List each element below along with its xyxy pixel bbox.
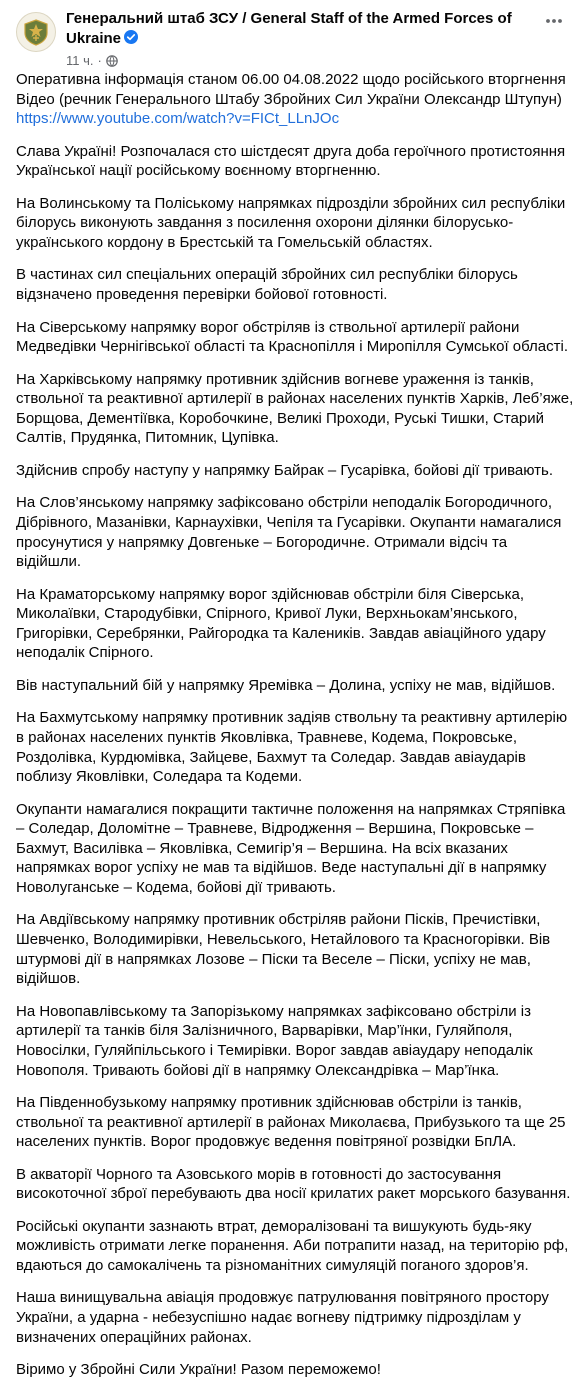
armed-forces-emblem-icon bbox=[22, 18, 50, 46]
post-paragraph: В акваторії Чорного та Азовського морів в готовності до застосування високоточної зброї перебувають два носії крилатих ракет морського базування. bbox=[16, 1165, 571, 1203]
post-intro bbox=[16, 70, 576, 129]
post-paragraph: На Південнобузькому напрямку противник здійснював обстріли із танків, ствольної та реактивної артилерії в районах Миколаєва, Прибузького та ще 25 населених пунктів. Ворог продовжує ведення повітряної розвідки БпЛА. bbox=[16, 1094, 566, 1151]
post-paragraph: В частинах сил спеціальних операцій збройних сил республіки білорусь відзначено проведення перевірки бойової готовності. bbox=[16, 266, 518, 304]
video-link[interactable]: https://www.youtube.com/watch?v=FICt_LLnJOc bbox=[16, 110, 340, 128]
intro-line-1: Оперативна інформація станом 06.00 04.08.2022 щодо російського вторгнення bbox=[16, 71, 566, 88]
post-timestamp[interactable]: 11 ч. bbox=[66, 53, 94, 68]
post-paragraph: На Новопавлівському та Запорізькому напрямках зафіксовано обстріли із артилерії та танків біля Залізничного, Варварівки, Мар’їнки, Гуляйполя, Новосілки, Гуляйпільського і Темирівки. Ворог завдав авіаудару неподалік Новополя. Тривають бойові дії в напрямку Олександрівка – Мар’їнка. bbox=[16, 1002, 533, 1079]
post-paragraph: На Харківському напрямку противник здійснив вогневе ураження із танків, ствольної та реактивної артилерії в районах населених пунктів Харків, Леб’яже, Борщова, Дементіївка, Коробочкине, Великі Проходи, Руські Тишки, Старий Салтів, Прудянка, Питомник, Цупівка. bbox=[16, 370, 574, 447]
post-paragraph: На Авдіївському напрямку противник обстріляв райони Пісків, Пречистівки, Шевченко, Володимирівки, Невельського, Нетайлового та Красногорівки. Вів штурмові дії в напрямках Лозове – Піски та Веселе – Піски, успіху не мав, відійшов. bbox=[16, 911, 551, 988]
verified-badge-icon bbox=[124, 30, 138, 44]
post-paragraph: Слава Україні! Розпочалася сто шістдесят друга доба героїчного протистояння Української нації російському воєнному вторгненню. bbox=[16, 142, 566, 180]
more-options-button[interactable] bbox=[539, 6, 569, 36]
more-options-icon bbox=[544, 11, 564, 31]
author-name-line[interactable] bbox=[66, 9, 535, 49]
post-paragraph: Наша винищувальна авіація продовжує патрулювання повітряного простору України, а ударна - небезуспішно надає вогневу підтримку підрозділам у визначених операційних районах. bbox=[16, 1289, 549, 1346]
post-paragraph: Здійснив спробу наступу у напрямку Байрак – Гусарівка, бойові дії тривають. bbox=[16, 461, 553, 479]
post-meta bbox=[66, 53, 535, 69]
post-paragraph: Вів наступальний бій у напрямку Яремівка – Долина, успіху не мав, відійшов. bbox=[16, 676, 556, 694]
author-name[interactable]: Генеральний штаб ЗСУ / General Staff of the Armed Forces of Ukraine bbox=[66, 10, 512, 47]
globe-icon[interactable] bbox=[106, 55, 118, 67]
post-paragraph: Віримо у Збройні Сили України! Разом переможемо! bbox=[16, 1361, 381, 1379]
intro-line-2: Відео (речник Генерального Штабу Збройних Сил України Олександр Штупун) bbox=[16, 90, 562, 108]
post-body bbox=[16, 70, 576, 1393]
meta-separator: · bbox=[97, 53, 102, 68]
post-paragraph: На Краматорському напрямку ворог здійснював обстріли біля Сіверська, Миколаївки, Стародубівки, Спірного, Кривої Луки, Верхньокам’янського, Григорівки, Серебрянки, Райгородка та Калеників. Завдав авіаційного удару неподалік Спірного. bbox=[16, 585, 546, 662]
page-avatar[interactable] bbox=[16, 12, 56, 52]
post-paragraph: Російські окупанти зазнають втрат, деморалізовані та вишукують будь-яку можливість отримати легке поранення. Аби потрапити назад, на територію рф, вдаються до самокалічень та різноманітних симуляцій поганого здоров’я. bbox=[16, 1217, 569, 1274]
post-paragraph: На Волинському та Поліському напрямках підрозділи збройних сил республіки білорусь виконують завдання з посилення охорони ділянки білорусько-українського кордону в Брестській та Гомельській областях. bbox=[16, 194, 566, 251]
post-header bbox=[16, 6, 569, 68]
post-paragraph: На Бахмутському напрямку противник задіяв ствольну та реактивну артилерію в районах населених пунктів Яковлівка, Травневе, Кодема, Покровське, Роздолівка, Курдюмівка, Зайцеве, Бахмут та Соледар. Завдав авіаударів поблизу Яковлівки, Соледара та Кодеми. bbox=[16, 709, 568, 786]
post-paragraph: Окупанти намагалися покращити тактичне положення на напрямках Стряпівка – Соледар, Доломітне – Травневе, Відродження – Вершина, Покровське – Бахмут, Василівка – Яковлівка, Семигір’я – Вершина. На всіх вказаних напрямках ворог успіху не мав та відійшов. Веде наступальні дії в напрямку Новолуганське – Кодема, бойові дії тривають. bbox=[16, 800, 566, 896]
post-paragraph: На Слов’янському напрямку зафіксовано обстріли неподалік Богородичного, Дібрівного, Мазанівки, Карнаухівки, Чепіля та Гусарівки. Окупанти намагалися просунутися у напрямку Довгеньке – Богородичне. Отримали відсіч та відійшли. bbox=[16, 494, 562, 571]
author-block bbox=[66, 9, 535, 69]
post-paragraph: На Сіверському напрямку ворог обстріляв із ствольної артилерії райони Медведівки Чернігівської області та Краснопілля і Миропілля Сумської області. bbox=[16, 318, 568, 356]
